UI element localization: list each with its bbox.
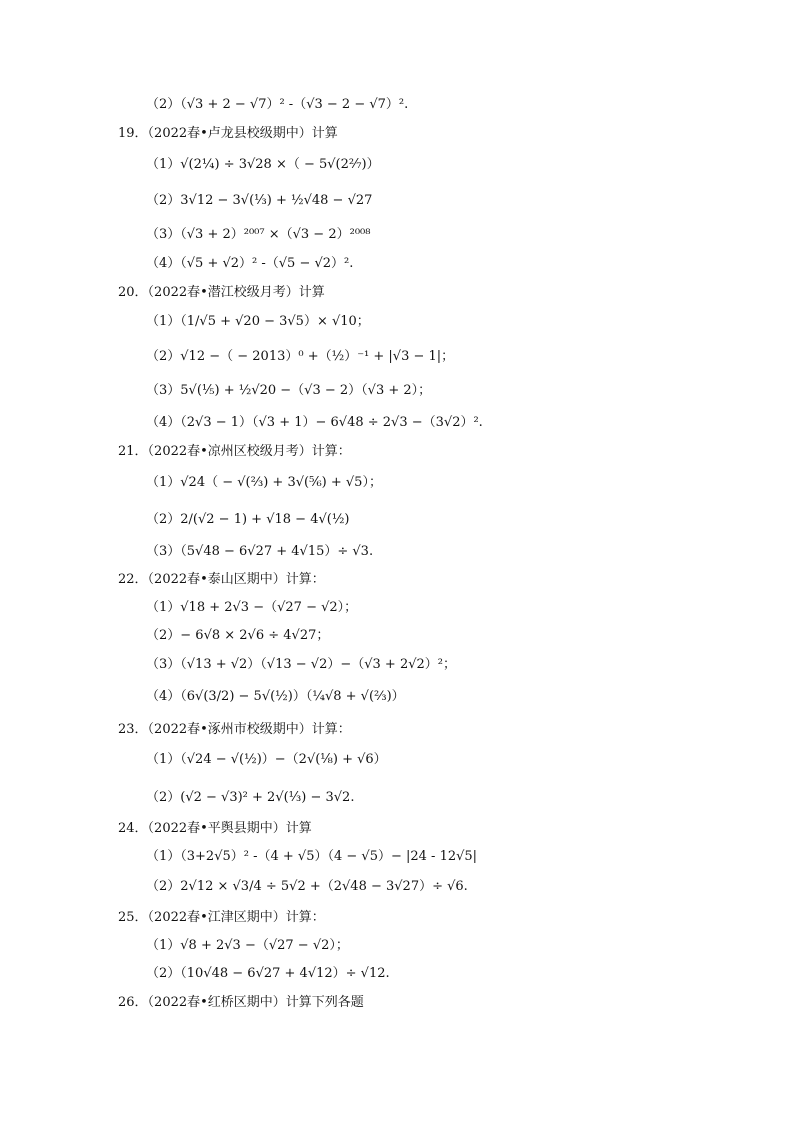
problem-line: （3）（√3 + 2）²⁰⁰⁷ ×（√3 − 2）²⁰⁰⁸ [146, 227, 371, 242]
problem-line: （4）（√5 + √2）² -（√5 − √2）². [146, 256, 354, 271]
question-heading: 26．（2022春•红桥区期中）计算下列各题 [118, 995, 364, 1010]
problem-line: （2）（√3 + 2 − √7）² -（√3 − 2 − √7）². [146, 97, 409, 112]
problem-line: （1）√(2¼) ÷ 3√28 ×（ − 5√(2²⁄₇)） [146, 157, 380, 172]
problem-line: （1）√18 + 2√3 −（√27 − √2）； [146, 600, 358, 615]
problem-line: （2）− 6√8 × 2√6 ÷ 4√27； [146, 628, 330, 643]
problem-line: （4）（6√(3/2) − 5√(½)）（¼√8 + √(⅔)） [146, 689, 405, 704]
question-heading: 23．（2022春•涿州市校级期中）计算： [118, 722, 351, 737]
problem-line: （2）2√12 × √3/4 ÷ 5√2 +（2√48 − 3√27）÷ √6. [146, 879, 468, 894]
question-heading: 24．（2022春•平舆县期中）计算 [118, 821, 312, 836]
problem-line: （1）√8 + 2√3 −（√27 − √2）； [146, 938, 349, 953]
problem-line: （2）3√12 − 3√(⅓) + ½√48 − √27 [146, 193, 373, 208]
problem-line: （2）2/(√2 − 1) + √18 − 4√(½) [146, 512, 350, 527]
problem-line: （1）（1/√5 + √20 − 3√5）× √10； [146, 314, 370, 329]
question-heading: 19．（2022春•卢龙县校级期中）计算 [118, 126, 338, 141]
question-heading: 22．（2022春•泰山区期中）计算： [118, 572, 325, 587]
question-heading: 25．（2022春•江津区期中）计算： [118, 910, 325, 925]
problem-line: （2）√12 −（ − 2013）⁰ +（½）⁻¹ + |√3 − 1|； [146, 349, 455, 364]
problem-line: （4）（2√3 − 1）（√3 + 1）− 6√48 ÷ 2√3 −（3√2）². [146, 415, 483, 430]
problem-line: （3）（5√48 − 6√27 + 4√15）÷ √3. [146, 544, 374, 559]
question-heading: 20．（2022春•潜江校级月考）计算 [118, 285, 325, 300]
problem-line: （2）(√2 − √3)² + 2√(⅓) − 3√2. [146, 790, 355, 805]
problem-line: （3）5√(⅕) + ½√20 −（√3 − 2）（√3 + 2）； [146, 383, 432, 398]
problem-line: （3）（√13 + √2）（√13 − √2）−（√3 + 2√2）²； [146, 657, 456, 672]
problem-line: （1）（3+2√5）² -（4 + √5）（4 − √5）− |24 - 12√5| [146, 849, 478, 864]
problem-line: （1）√24（ − √(⅔) + 3√(⅚) + √5）； [146, 475, 382, 490]
problem-line: （1）（√24 − √(½)）−（2√(⅛) + √6） [146, 752, 387, 767]
question-heading: 21．（2022春•凉州区校级月考）计算： [118, 444, 351, 459]
problem-line: （2）（10√48 − 6√27 + 4√12）÷ √12. [146, 966, 390, 981]
